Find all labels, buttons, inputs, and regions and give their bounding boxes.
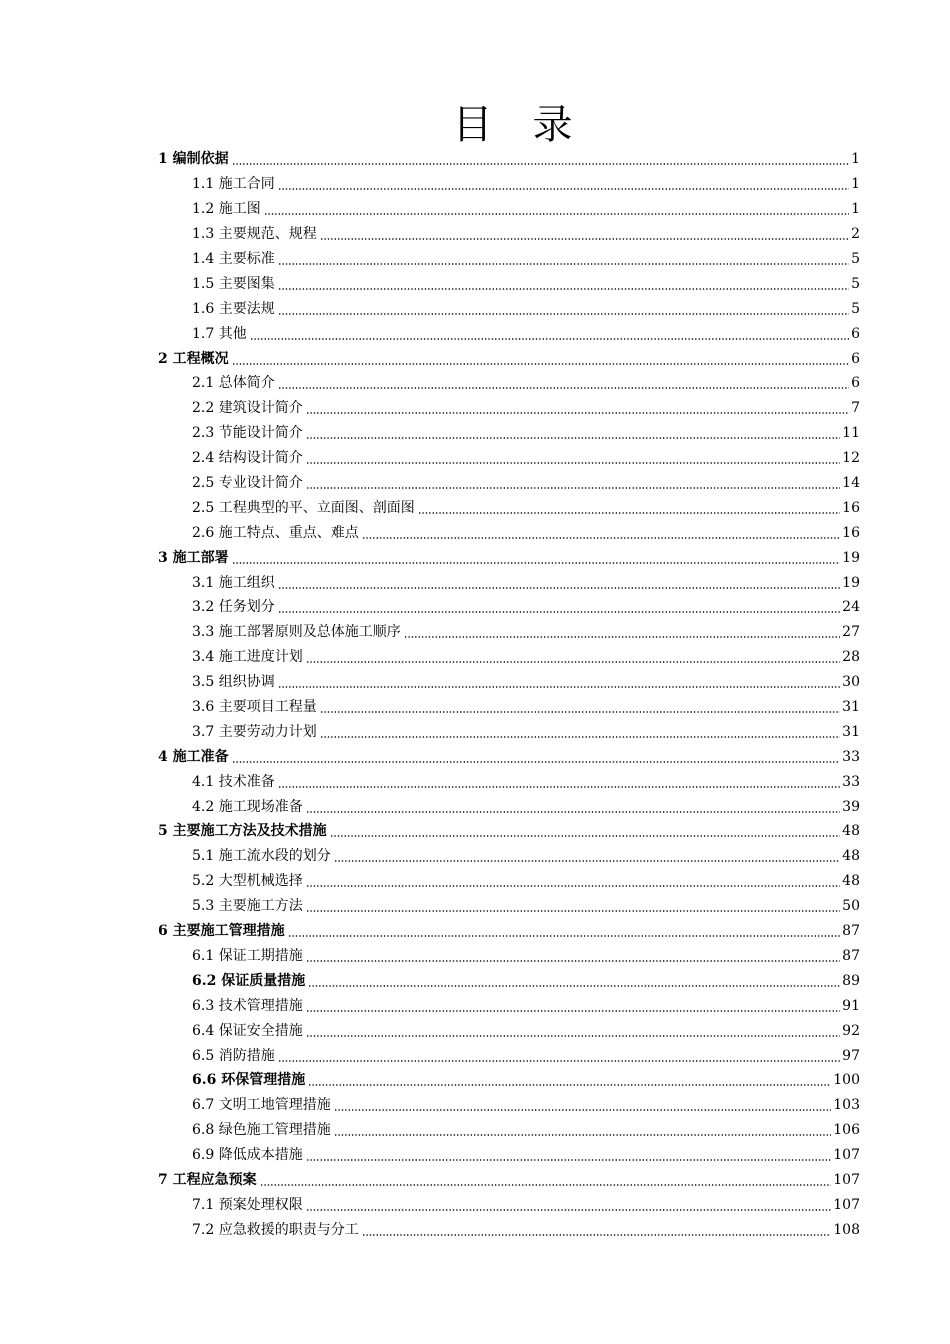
- toc-entry-label: 2 工程概况: [158, 350, 229, 367]
- toc-entry[interactable]: [158, 968, 860, 993]
- toc-entry-page-number: 6: [851, 325, 860, 342]
- toc-entry[interactable]: [158, 695, 860, 720]
- dot-leader: [306, 412, 849, 414]
- dot-leader: [362, 1234, 832, 1236]
- dot-leader: [334, 1134, 832, 1136]
- dot-leader: [250, 338, 849, 340]
- toc-entry-label: 2.2 建筑设计简介: [192, 400, 303, 417]
- toc-entry-label: 2.6 施工特点、重点、难点: [192, 524, 359, 541]
- toc-entry-page-number: 87: [842, 923, 860, 940]
- toc-entry-label: 5.2 大型机械选择: [192, 873, 303, 890]
- toc-entry-page-number: 16: [842, 524, 860, 541]
- toc-entry[interactable]: [158, 247, 860, 272]
- toc-entry-page-number: 31: [842, 723, 860, 740]
- dot-leader: [362, 537, 840, 539]
- dot-leader: [330, 835, 841, 837]
- toc-entry-label: 5.1 施工流水段的划分: [192, 848, 331, 865]
- toc-entry-label: 4.2 施工现场准备: [192, 798, 303, 815]
- toc-entry[interactable]: [158, 993, 860, 1018]
- toc-entry[interactable]: [158, 1118, 860, 1143]
- toc-entry-label: 6.6 环保管理措施: [192, 1072, 306, 1089]
- dot-leader: [232, 562, 841, 564]
- toc-entry-label: 3 施工部署: [158, 549, 229, 566]
- dot-leader: [306, 462, 840, 464]
- toc-entry-page-number: 48: [842, 873, 860, 890]
- dot-leader: [278, 313, 849, 315]
- dot-leader: [334, 860, 840, 862]
- toc-entry[interactable]: [158, 147, 860, 172]
- toc-entry-page-number: 39: [842, 798, 860, 815]
- toc-entry-page-number: 1: [851, 201, 860, 218]
- toc-entry-label: 1.2 施工图: [192, 201, 261, 218]
- toc-entry-label: 1.6 主要法规: [192, 300, 275, 317]
- toc-entry[interactable]: [158, 1168, 860, 1193]
- dot-leader: [278, 1060, 840, 1062]
- toc-entry-label: 6.4 保证安全措施: [192, 1022, 303, 1039]
- toc-entry-label: 1.5 主要图集: [192, 275, 275, 292]
- dot-leader: [232, 163, 849, 165]
- dot-leader: [306, 1159, 832, 1161]
- toc-entry-page-number: 48: [842, 823, 860, 840]
- dot-leader: [232, 363, 849, 365]
- toc-entry-label: 5.3 主要施工方法: [192, 898, 303, 915]
- toc-entry-page-number: 6: [851, 350, 860, 367]
- toc-entry-page-number: 106: [833, 1122, 860, 1139]
- toc-entry-label: 3.3 施工部署原则及总体施工顺序: [192, 624, 401, 641]
- toc-entry-page-number: 48: [842, 848, 860, 865]
- toc-entry[interactable]: [158, 894, 860, 919]
- toc-entry-page-number: 103: [833, 1097, 860, 1114]
- toc-entry-page-number: 89: [842, 972, 860, 989]
- toc-entry-page-number: 12: [842, 450, 860, 467]
- toc-entry-label: 1.3 主要规范、规程: [192, 226, 317, 243]
- toc-entry-page-number: 97: [842, 1047, 860, 1064]
- toc-entry-label: 6 主要施工管理措施: [158, 923, 285, 940]
- toc-entry-label: 1.7 其他: [192, 325, 247, 342]
- toc-entry-label: 3.6 主要项目工程量: [192, 699, 317, 716]
- toc-entry[interactable]: [158, 172, 860, 197]
- dot-leader: [334, 1109, 832, 1111]
- toc-entry-page-number: 16: [842, 499, 860, 516]
- toc-entry[interactable]: [158, 471, 860, 496]
- dot-leader: [306, 1035, 840, 1037]
- toc-entry-page-number: 50: [842, 898, 860, 915]
- toc-entry-page-number: 91: [842, 997, 860, 1014]
- toc-entry-label: 1.1 施工合同: [192, 176, 275, 193]
- toc-entry[interactable]: [158, 520, 860, 545]
- toc-entry-page-number: 92: [842, 1022, 860, 1039]
- toc-entry[interactable]: [158, 670, 860, 695]
- toc-entry-page-number: 5: [851, 275, 860, 292]
- dot-leader: [320, 711, 840, 713]
- page-title: 目 录: [452, 102, 573, 148]
- dot-leader: [278, 263, 849, 265]
- toc-entry[interactable]: [158, 719, 860, 744]
- dot-leader: [306, 1010, 840, 1012]
- toc-entry[interactable]: [158, 1217, 860, 1242]
- toc-entry-page-number: 14: [842, 475, 860, 492]
- toc-entry-label: 6.9 降低成本措施: [192, 1147, 303, 1164]
- dot-leader: [320, 238, 849, 240]
- toc-entry-label: 2.4 结构设计简介: [192, 450, 303, 467]
- toc-entry-label: 2.5 专业设计简介: [192, 475, 303, 492]
- toc-entry-label: 5 主要施工方法及技术措施: [158, 823, 327, 840]
- dot-leader: [278, 686, 840, 688]
- toc-entry[interactable]: [158, 869, 860, 894]
- toc-entry-page-number: 108: [833, 1221, 860, 1238]
- toc-entry[interactable]: [158, 769, 860, 794]
- toc-entry-page-number: 7: [851, 400, 860, 417]
- toc-entry[interactable]: [158, 944, 860, 969]
- toc-entry[interactable]: [158, 1093, 860, 1118]
- toc-entry[interactable]: [158, 346, 860, 371]
- toc-entry-page-number: 5: [851, 300, 860, 317]
- toc-entry-label: 7 工程应急预案: [158, 1171, 257, 1188]
- toc-entry[interactable]: [158, 321, 860, 346]
- dot-leader: [278, 611, 840, 613]
- toc-entry-page-number: 19: [842, 549, 860, 566]
- toc-entry[interactable]: [158, 844, 860, 869]
- toc-entry-page-number: 33: [842, 773, 860, 790]
- dot-leader: [306, 437, 840, 439]
- toc-entry[interactable]: [158, 421, 860, 446]
- dot-leader: [306, 960, 840, 962]
- toc-entry-label: 3.1 施工组织: [192, 574, 275, 591]
- toc-entry-page-number: 1: [851, 151, 860, 168]
- toc-entry-label: 4.1 技术准备: [192, 773, 275, 790]
- toc-entry-label: 6.2 保证质量措施: [192, 972, 306, 989]
- dot-leader: [306, 487, 840, 489]
- toc-entry-label: 3.4 施工进度计划: [192, 649, 303, 666]
- toc-entry-page-number: 87: [842, 947, 860, 964]
- dot-leader: [232, 761, 841, 763]
- toc-entry[interactable]: [158, 595, 860, 620]
- dot-leader: [404, 636, 840, 638]
- toc-entry-label: 2.5 工程典型的平、立面图、剖面图: [192, 499, 415, 516]
- toc-entry[interactable]: [158, 197, 860, 222]
- toc-entry-page-number: 27: [842, 624, 860, 641]
- dot-leader: [306, 1209, 832, 1211]
- dot-leader: [418, 512, 840, 514]
- toc-entry-page-number: 5: [851, 251, 860, 267]
- dot-leader: [278, 288, 849, 290]
- toc-entry[interactable]: [158, 545, 860, 570]
- toc-entry-label: 4 施工准备: [158, 748, 229, 765]
- toc-entry[interactable]: [158, 1143, 860, 1168]
- dot-leader: [278, 786, 840, 788]
- toc-entry[interactable]: [158, 271, 860, 296]
- toc-entry[interactable]: [158, 744, 860, 769]
- dot-leader: [260, 1184, 832, 1186]
- toc-entry[interactable]: [158, 794, 860, 819]
- toc-entry[interactable]: [158, 1043, 860, 1068]
- toc-entry-page-number: 33: [842, 748, 860, 765]
- toc-entry-label: 2.1 总体简介: [192, 375, 275, 392]
- toc-entry-label: 7.2 应急救援的职责与分工: [192, 1221, 359, 1238]
- toc-entry-page-number: 19: [842, 574, 860, 591]
- dot-leader: [320, 736, 840, 738]
- dot-leader: [306, 811, 840, 813]
- toc-entry-page-number: 24: [842, 599, 860, 616]
- toc-entry[interactable]: [158, 645, 860, 670]
- toc-entry-page-number: 1: [851, 176, 860, 193]
- toc-entry-page-number: 6: [851, 375, 860, 392]
- toc-entry-label: 6.8 绿色施工管理措施: [192, 1122, 331, 1139]
- toc-entry-label: 1.4 主要标准: [192, 251, 275, 267]
- dot-leader: [278, 587, 840, 589]
- toc-entry[interactable]: [158, 1018, 860, 1043]
- dot-leader: [308, 985, 840, 987]
- toc-entry-page-number: 11: [842, 425, 860, 442]
- toc-entry[interactable]: [158, 1068, 860, 1093]
- toc-entry-label: 3.7 主要劳动力计划: [192, 723, 317, 740]
- toc-entry-label: 7.1 预案处理权限: [192, 1196, 303, 1213]
- toc-entry[interactable]: [158, 495, 860, 520]
- toc-entry[interactable]: [158, 222, 860, 247]
- toc-entry-page-number: 30: [842, 674, 860, 691]
- toc-entry[interactable]: [158, 570, 860, 595]
- toc-entry[interactable]: [158, 919, 860, 944]
- toc-entry-label: 3.5 组织协调: [192, 674, 275, 691]
- toc-entry-label: 3.2 任务划分: [192, 599, 275, 616]
- toc-entry-label: 2.3 节能设计简介: [192, 425, 303, 442]
- toc-entry-page-number: 31: [842, 699, 860, 716]
- dot-leader: [306, 661, 840, 663]
- toc-entry-label: 6.7 文明工地管理措施: [192, 1097, 331, 1114]
- toc-entry[interactable]: [158, 620, 860, 645]
- dot-leader: [306, 910, 840, 912]
- toc-entry-label: 6.5 消防措施: [192, 1047, 275, 1064]
- toc-entry-label: 6.1 保证工期措施: [192, 947, 303, 964]
- toc-entry-page-number: 107: [833, 1196, 860, 1213]
- toc-entry[interactable]: [158, 296, 860, 321]
- toc-entry-page-number: 100: [833, 1072, 860, 1089]
- toc-entry-label: 6.3 技术管理措施: [192, 997, 303, 1014]
- toc-entry-page-number: 107: [833, 1171, 860, 1188]
- dot-leader: [278, 188, 849, 190]
- dot-leader: [306, 885, 840, 887]
- toc-entry[interactable]: [158, 371, 860, 396]
- dot-leader: [264, 213, 849, 215]
- toc-entry[interactable]: [158, 446, 860, 471]
- dot-leader: [308, 1084, 831, 1086]
- toc-entry-page-number: 28: [842, 649, 860, 666]
- toc-entry[interactable]: [158, 396, 860, 421]
- toc-entry-page-number: 2: [851, 226, 860, 243]
- dot-leader: [278, 387, 849, 389]
- toc-entry[interactable]: [158, 1192, 860, 1217]
- toc-entry-label: 1 编制依据: [158, 151, 229, 168]
- toc-entry-page-number: 107: [833, 1147, 860, 1164]
- table-of-contents: [158, 147, 860, 1242]
- dot-leader: [288, 935, 841, 937]
- toc-entry[interactable]: [158, 819, 860, 844]
